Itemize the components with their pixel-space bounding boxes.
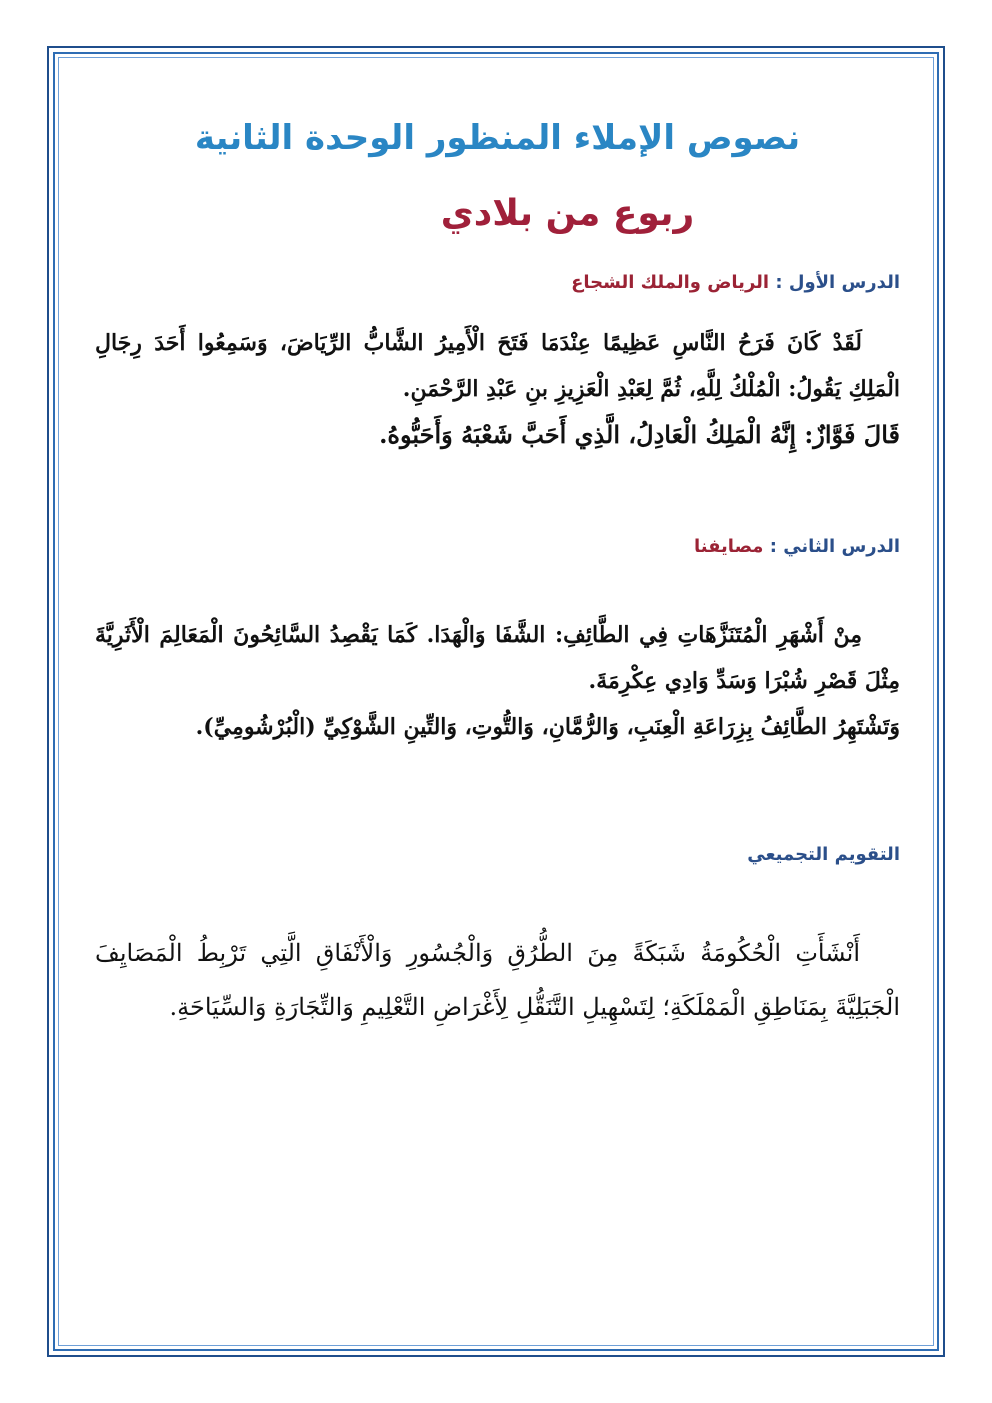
lesson-2-title: مصايفنا — [693, 536, 764, 557]
lesson-1-text — [95, 320, 900, 458]
lesson-1-paragraph-1 — [95, 320, 900, 412]
lesson-1-title: الرياض والملك الشجاع — [571, 272, 770, 293]
evaluation-section — [95, 840, 900, 1034]
evaluation-label: التقويم التجميعي — [747, 844, 900, 865]
lesson-1-section — [95, 268, 900, 458]
main-title: نصوص الإملاء المنظور الوحدة الثانية — [194, 118, 801, 158]
lesson-1-heading — [95, 268, 900, 298]
lesson-2-text — [95, 612, 900, 750]
lesson-1-text-a: لَقَدْ كَانَ فَرَحُ النَّاسِ عَظِيمًا عِنْدَمَا فَتَحَ الْأَمِيرُ الشَّابُّ الرِّيَاضَ، وَسَمِعُوا أَحَدَ رِجَالِ الْمَلِكِ يَقُولُ: الْمُلْكُ لِلَّهِ، ثُمَّ لِعَبْدِ الْعَزِيزِ بنِ عَبْدِ الرَّحْمَنِ. — [95, 330, 900, 402]
lesson-2-paragraph-2: وَتَشْتَهِرُ الطَّائِفُ بِزِرَاعَةِ الْعِنَبِ، وَالرُّمَّانِ، وَالتُّوتِ، وَالتِّينِ الشَّوْكِيِّ (الْبُرْشُومِيِّ). — [195, 714, 900, 740]
lesson-2-label: الدرس الثاني : — [769, 536, 900, 557]
evaluation-text — [95, 926, 900, 1034]
lesson-2-text-a: مِنْ أَشْهَرِ الْمُتَنَزَّهَاتِ فِي الطَّائِفِ: الشَّفَا وَالْهَدَا. كَمَا يَقْصِدُ السَّائِحُونَ الْمَعَالِمَ الْأَثَرِيَّةَ مِثْلَ قَصْرِ شُبْرَا وَسَدِّ وَادِي عِكْرِمَةَ. — [95, 622, 900, 694]
evaluation-text-body: أَنْشَأَتِ الْحُكُومَةُ شَبَكَةً مِنَ الطُّرُقِ وَالْجُسُورِ وَالْأَنْفَاقِ الَّتِي تَرْبِطُ الْمَصَايِفَ الْجَبَلِيَّةَ بِمَنَاطِقِ الْمَمْلَكَةِ؛ لِتَسْهِيلِ التَّنَقُّلِ لِأَغْرَاضِ التَّعْلِيمِ وَالتِّجَارَةِ وَالسِّيَاحَةِ. — [95, 939, 900, 1021]
document-body — [95, 110, 900, 1034]
lesson-2-section — [95, 532, 900, 750]
sub-title: ربوع من بلادي — [440, 193, 695, 234]
lesson-1-paragraph-2: قَالَ فَوَّازٌ: إِنَّهُ الْمَلِكُ الْعَادِلُ، الَّذِي أَحَبَّ شَعْبَهُ وَأَحَبُّوهُ. — [379, 420, 900, 449]
evaluation-paragraph — [95, 926, 900, 1034]
lesson-2-heading — [95, 532, 900, 562]
lesson-1-label: الدرس الأول : — [775, 272, 900, 293]
lesson-2-paragraph-1 — [95, 612, 900, 704]
evaluation-heading — [95, 840, 900, 870]
